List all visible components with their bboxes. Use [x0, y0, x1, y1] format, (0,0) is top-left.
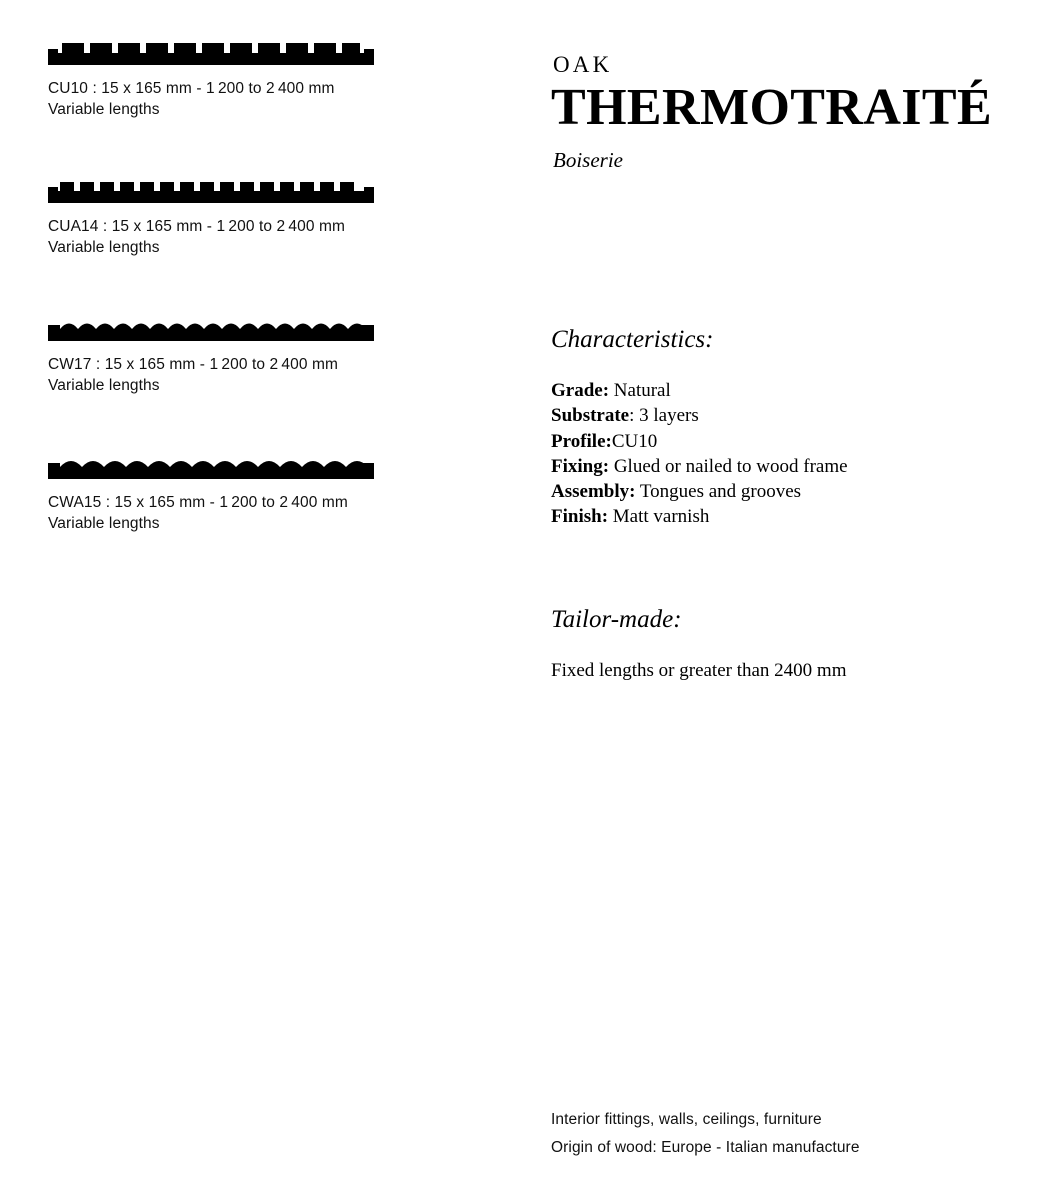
profile-code: CU10: [48, 80, 89, 97]
profile-dimensions: : 15 x 165 mm - 1 200 to 2 400 mm: [98, 217, 345, 235]
characteristics-list: [551, 378, 1021, 530]
spec-label: Profile:: [551, 430, 612, 452]
spec-row: [551, 454, 1021, 479]
profiles-column: [48, 40, 518, 535]
profile-code: CW17: [48, 355, 92, 373]
tailor-made-section: [551, 607, 1021, 683]
profile-drawing-wave-ribbed-large: [48, 454, 374, 482]
spec-row: [551, 504, 1021, 529]
spec-row: [551, 403, 1021, 428]
profile-caption: [48, 355, 518, 375]
product-eyebrow: OAK: [553, 52, 613, 77]
spec-label: Grade:: [551, 380, 610, 401]
page-subtitle: Boiserie: [553, 148, 623, 172]
profile-lengths: Variable lengths: [48, 239, 160, 257]
spec-value: CU10: [611, 430, 658, 452]
page-title: THERMOTRAITÉ: [551, 79, 993, 136]
product-info-column: [551, 40, 1021, 683]
profile-dimensions: : 15 x 165 mm - 1 200 to 2 400 mm: [88, 80, 335, 97]
characteristics-heading: Characteristics:: [551, 326, 714, 353]
profile-block: [48, 316, 518, 397]
profile-code: CUA14: [48, 217, 99, 235]
profile-lengths: Variable lengths: [48, 515, 160, 533]
profile-block: [48, 454, 518, 535]
profile-caption: [48, 217, 518, 237]
profile-dimensions: : 15 x 165 mm - 1 200 to 2 400 mm: [91, 355, 338, 373]
tailor-made-heading: Tailor-made:: [551, 605, 682, 633]
profile-dimensions: : 15 x 165 mm - 1 200 to 2 400 mm: [101, 493, 348, 511]
footer-usage-line: Interior fittings, walls, ceilings, furniture: [551, 1111, 822, 1128]
spec-label: Fixing:: [551, 455, 610, 477]
profile-code: CWA15: [48, 493, 102, 511]
spec-value: Matt varnish: [608, 506, 710, 528]
profile-lengths: Variable lengths: [48, 101, 160, 119]
spec-row: [551, 429, 1021, 454]
spec-row: [551, 378, 1021, 403]
spec-label: Substrate: [551, 405, 630, 427]
spec-label: Assembly:: [551, 481, 636, 503]
profile-caption: [48, 493, 518, 513]
characteristics-section: [551, 327, 1021, 530]
spec-value: Glued or nailed to wood frame: [609, 455, 848, 477]
profile-drawing-square-ribbed: [48, 40, 374, 68]
profile-caption: [48, 79, 518, 99]
footer-notes: [551, 1106, 1031, 1162]
tailor-made-text: Fixed lengths or greater than 2400 mm: [551, 659, 847, 681]
profile-drawing-square-ribbed-fine: [48, 178, 374, 206]
spec-row: [551, 479, 1021, 504]
profile-block: [48, 178, 518, 259]
profile-drawing-wave-ribbed: [48, 316, 374, 344]
spec-value: Natural: [609, 380, 671, 401]
spec-label: Finish:: [551, 506, 609, 528]
footer-origin-line: Origin of wood: Europe - Italian manufacture: [551, 1138, 860, 1156]
spec-value: : 3 layers: [629, 405, 699, 427]
spec-value: Tongues and grooves: [635, 481, 802, 503]
profile-lengths: Variable lengths: [48, 377, 160, 395]
profile-block: [48, 40, 518, 121]
